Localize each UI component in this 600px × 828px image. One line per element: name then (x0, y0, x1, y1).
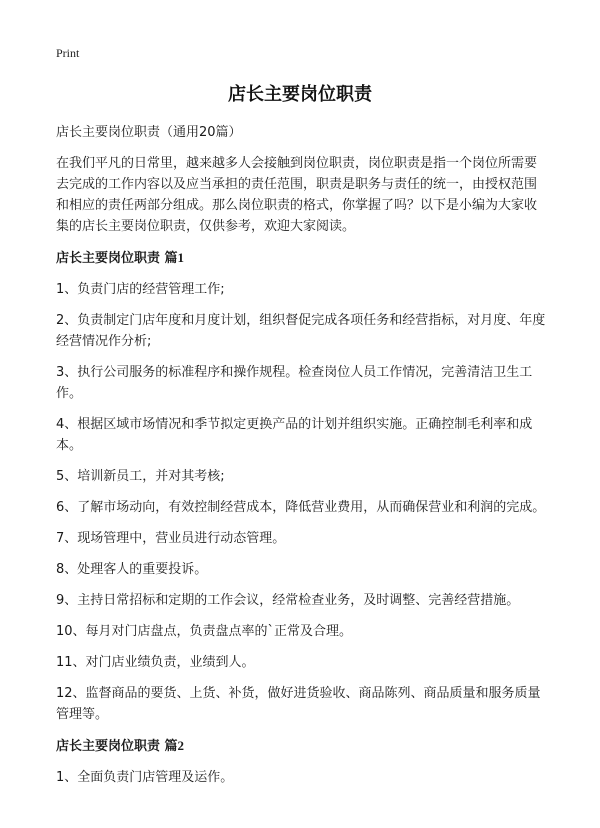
intro-paragraph: 在我们平凡的日常里，越来越多人会接触到岗位职责，岗位职责是指一个岗位所需要去完成的工作内容以及应当承担的责任范围，职责是职务与责任的统一，由授权范围和相应的责任两部分组成。那么岗位职责的格式，你掌握了吗？以下是小编为大家收集的店长主要岗位职责，仅供参考，欢迎大家阅读。 (56, 156, 538, 234)
list-item: 6、了解市场动向，有效控制经营成本，降低营业费用，从而确保营业和利润的完成。 (56, 500, 546, 515)
list-item: 11、对门店业绩负责，业绩到人。 (56, 655, 255, 670)
list-item: 10、每月对门店盘点，负责盘点率的`正常及合理。 (56, 624, 353, 639)
document-subtitle: 店长主要岗位职责（通用20篇） (56, 125, 242, 140)
list-item: 2、负责制定门店年度和月度计划，组织督促完成各项任务和经营指标，对月度、年度经营情况作分析; (56, 313, 546, 349)
list-item: 12、监督商品的要货、上货、补货，做好进货验收、商品陈列、商品质量和服务质量管理等。 (56, 686, 541, 722)
section-heading (56, 247, 546, 269)
section-heading-text: 店长主要岗位职责 (56, 251, 165, 266)
section-heading-number: 篇2 (164, 738, 185, 753)
list-item: 9、主持日常招标和定期的工作会议，经常检查业务，及时调整、完善经营措施。 (56, 593, 520, 608)
document-body (56, 122, 546, 798)
section-heading-text: 店长主要岗位职责 (56, 739, 165, 754)
print-label[interactable]: Print (56, 46, 80, 60)
page-title: 店长主要岗位职责 (228, 84, 372, 105)
list-item: 1、负责门店的经营管理工作; (56, 282, 225, 297)
list-item: 8、处理客人的重要投诉。 (56, 562, 208, 577)
list-item: 1、全面负责门店管理及运作。 (56, 770, 234, 785)
section-1 (56, 247, 546, 725)
list-item: 3、执行公司服务的标准程序和操作规程。检查岗位人员工作情况，完善清洁卫生工作。 (56, 365, 533, 401)
list-item: 5、培训新员工，并对其考核; (56, 469, 225, 484)
list-item: 4、根据区域市场情况和季节拟定更换产品的计划并组织实施。正确控制毛利率和成本。 (56, 417, 533, 453)
section-heading-number: 篇1 (164, 250, 185, 265)
list-item: 7、现场管理中，营业员进行动态管理。 (56, 531, 286, 546)
section-heading (56, 735, 546, 757)
section-2 (56, 735, 546, 788)
